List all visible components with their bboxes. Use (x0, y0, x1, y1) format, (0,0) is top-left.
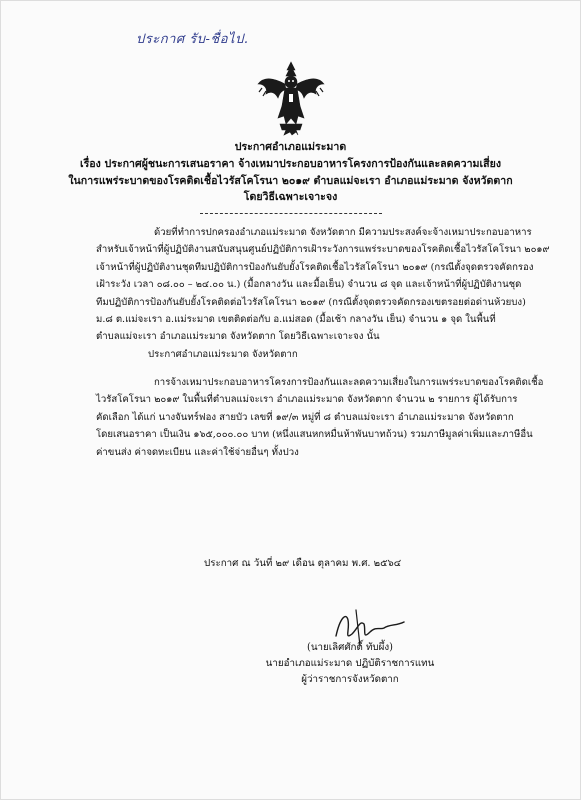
paragraph-line: ม.๘ ต.แม่จะเรา อ.แม่ระมาด เขตติดต่อกับ อ.แม่สอด (มื้อเช้า กลางวัน เย็น) จำนวน ๑ จุด ในพื้นที่ (96, 313, 496, 325)
issuing-office: ประกาศอำเภอแม่ระมาด (234, 141, 347, 153)
paragraph-line: ไวรัสโคโรนา ๒๐๑๙ ในพื้นที่ตำบลแม่จะเรา อำเภอแม่ระมาด จังหวัดตาก จำนวน ๒ รายการ ผู้ได้รับการ (96, 394, 518, 406)
paragraph-intro (96, 224, 550, 363)
paragraph-line: สำหรับเจ้าหน้าที่ผู้ปฏิบัติงานสนับสนุนศูนย์ปฏิบัติการเฝ้าระวังการแพร่ระบาดของโรคติดเชื้อไวรัสโคโรนา ๒๐๑๙ (96, 244, 550, 256)
paragraph-line (96, 461, 516, 478)
paragraph-line: ตำบลแม่จะเรา อำเภอแม่ระมาด จังหวัดตาก โดยวิธีเฉพาะเจาะจง นั้น (96, 331, 380, 343)
paragraph-line: โดยเสนอราคา เป็นเงิน ๑๖๕,๐๐๐.๐๐ บาท (หนึ่งแสนหกหมื่นห้าพันบาทถ้วน) รวมภาษีมูลค่าเพิ่มและภาษีอื่น (96, 429, 533, 441)
signer-title: ผู้ว่าราชการจังหวัดตาก (301, 674, 399, 685)
paragraph-line: ค่าขนส่ง ค่าจดทะเบียน และค่าใช้จ่ายอื่นๆ ทั้งปวง (96, 446, 299, 458)
handwritten-note: ประกาศ รับ-ชื่อไป. (136, 32, 249, 47)
paragraph-line: ประกาศอำเภอแม่ระมาด จังหวัดตาก (148, 348, 298, 360)
paragraph-line: เฝ้าระวัง เวลา ๐๘.๐๐ – ๒๔.๐๐ น.) (มื้อกลางวัน และมื้อเย็น) จำนวน ๘ จุด และเจ้าหน้าที่ผู้ปฏิบัติงานชุด (96, 279, 522, 291)
subject-line-1: เรื่อง ประกาศผู้ชนะการเสนอราคา จ้างเหมาประกอบอาหารโครงการป้องกันและลดความเสี่ยง (80, 158, 501, 170)
subject-line-2: ในการแพร่ระบาดของโรคติดเชื้อไวรัสโคโรนา ๒๐๑๙ ตำบลแม่จะเรา อำเภอแม่ระมาด จังหวัดตาก (68, 175, 513, 187)
separator-line (200, 213, 382, 214)
signer-name: (นายเลิศศักดิ์ ทับผึ้ง) (307, 642, 393, 653)
paragraph-line: คัดเลือก ได้แก่ นางจันทร์ฟอง สายบัว เลขที่ ๑๙/๓ หมู่ที่ ๘ ตำบลแม่จะเรา อำเภอแม่ระมาด จังหวัดตาก (96, 411, 514, 423)
paragraph-line: เจ้าหน้าที่ผู้ปฏิบัติงานชุดทีมปฏิบัติการป้องกันยับยั้งโรคติดเชื้อไวรัสโคโรนา ๒๐๑๙ (กรณีตั้งจุดตรวจคัดกรอง (96, 261, 534, 273)
announcement-date: ประกาศ ณ วันที่ ๒๙ เดือน ตุลาคม พ.ศ. ๒๕๖๔ (204, 558, 402, 569)
signer-title: นายอำเภอแม่ระมาด ปฏิบัติราชการแทน (265, 658, 435, 669)
paragraph-line: การจ้างเหมาประกอบอาหารโครงการป้องกันและลดความเสี่ยงในการแพร่ระบาดของโรคติดเชื้อ (154, 377, 544, 388)
subject-line-3: โดยวิธีเฉพาะเจาะจง (243, 191, 338, 203)
paragraph-line: ทีมปฏิบัติการป้องกันยับยั้งโรคติดต่อไวรัสโคโรนา ๒๐๑๙ (กรณีตั้งจุดตรวจคัดกรองเขตรอยต่อด่านห้วยบง) (96, 296, 526, 308)
paragraph-award (96, 374, 544, 478)
garuda-emblem-icon (256, 58, 326, 136)
paragraph-line: ด้วยที่ทำการปกครองอำเภอแม่ระมาด จังหวัดตาก มีความประสงค์จะจ้างเหมาประกอบอาหาร (154, 227, 532, 238)
